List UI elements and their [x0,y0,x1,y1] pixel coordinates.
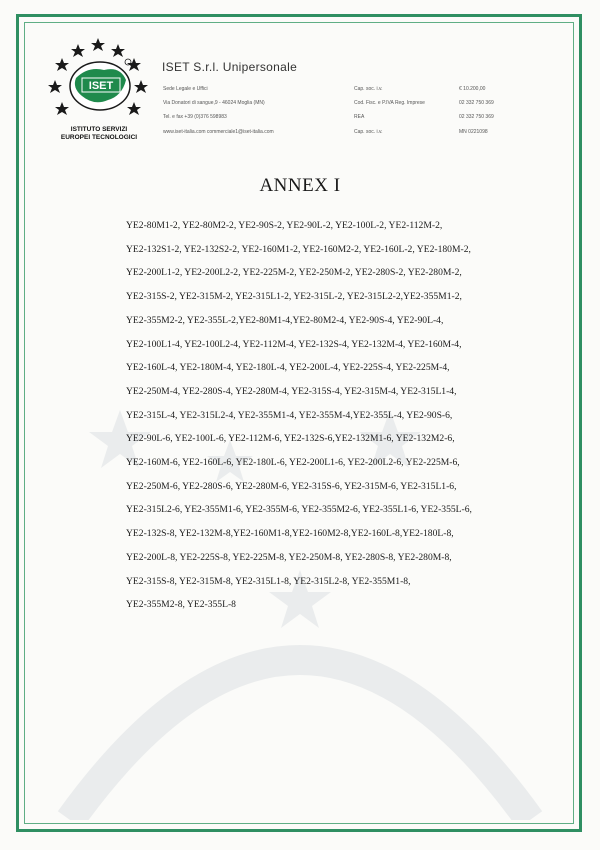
model-list-line: YE2-80M1-2, YE2-80M2-2, YE2-90S-2, YE2-90L-2, YE2-100L-2, YE2-112M-2, [126,220,443,231]
model-list-line: YE2-132S1-2, YE2-132S2-2, YE2-160M1-2, YE2-160M2-2, YE2-160L-2, YE2-180M-2, [126,243,471,255]
document-title: ANNEX I [259,175,341,196]
company-name: ISET S.r.l. Unipersonale [162,60,298,74]
model-list-line: YE2-90L-6, YE2-100L-6, YE2-112M-6, YE2-132S-6,YE2-132M1-6, YE2-132M2-6, [126,433,455,445]
model-list-line: YE2-160L-4, YE2-180M-4, YE2-180L-4, YE2-200L-4, YE2-225S-4, YE2-225M-4, [126,362,450,374]
address-line: Via Donatori di sangue,9 - 46024 Moglia (MN) [163,100,265,106]
registry-label: REA [354,114,365,120]
model-list-line: YE2-355M2-2, YE2-355L-2,YE2-80M1-4,YE2-80M2-4, YE2-90S-4, YE2-90L-4, [126,314,444,326]
model-list-line: YE2-160M-6, YE2-160L-6, YE2-180L-6, YE2-200L1-6, YE2-200L2-6, YE2-225M-6, [126,457,460,469]
registry-value: € 10.200,00 [459,86,486,92]
registry-label: Cod. Fisc. e P.IVA Reg. Imprese [354,100,425,106]
logo-caption [40,126,158,142]
registry-value: 02 332 750 369 [459,100,494,106]
model-list-line: YE2-200L1-2, YE2-200L2-2, YE2-225M-2, YE2-250M-2, YE2-280S-2, YE2-280M-2, [126,267,462,279]
address-line: Sede Legale e Uffici [163,86,208,92]
contact-phone: Tel. e fax +39 (0)376 598983 [163,114,227,120]
logo-caption-line1: ISTITUTO SERVIZI [70,126,128,133]
model-list [126,214,506,617]
registry-label: Cap. soc. i.v. [354,129,383,135]
model-list-line: YE2-250M-6, YE2-280S-6, YE2-280M-6, YE2-315S-6, YE2-315M-6, YE2-315L1-6, [126,480,457,492]
model-list-line: YE2-315L2-6, YE2-355M1-6, YE2-355M-6, YE2-355M2-6, YE2-355L1-6, YE2-355L-6, [126,504,472,516]
model-list-line: YE2-132S-8, YE2-132M-8,YE2-160M1-8,YE2-160M2-8,YE2-160L-8,YE2-180L-8, [126,528,454,540]
contact-web-email: www.iset-italia.com commerciale1@iset-italia.com [163,129,274,135]
model-list-line: YE2-315S-8, YE2-315M-8, YE2-315L1-8, YE2-315L2-8, YE2-355M1-8, [126,575,411,587]
model-list-line: YE2-200L-8, YE2-225S-8, YE2-225M-8, YE2-250M-8, YE2-280S-8, YE2-280M-8, [126,551,452,563]
svg-text:ISET: ISET [88,80,114,92]
registry-value: MN 0221098 [459,129,488,135]
registry-label: Cap. soc. i.v. [354,86,383,92]
registry-value: 02 332 750 369 [459,114,494,120]
model-list-line: YE2-315L-4, YE2-315L2-4, YE2-355M1-4, YE2-355M-4,YE2-355L-4, YE2-90S-6, [126,409,453,421]
model-list-line: YE2-315S-2, YE2-315M-2, YE2-315L1-2, YE2-315L-2, YE2-315L2-2,YE2-355M1-2, [126,291,462,303]
model-list-line: YE2-250M-4, YE2-280S-4, YE2-280M-4, YE2-315S-4, YE2-315M-4, YE2-315L1-4, [126,385,457,397]
model-list-line: YE2-100L1-4, YE2-100L2-4, YE2-112M-4, YE2-132S-4, YE2-132M-4, YE2-160M-4, [126,338,462,350]
logo-caption-line2: EUROPEI TECNOLOGICI [60,134,138,141]
model-list-line: YE2-355M2-8, YE2-355L-8 [126,599,236,611]
